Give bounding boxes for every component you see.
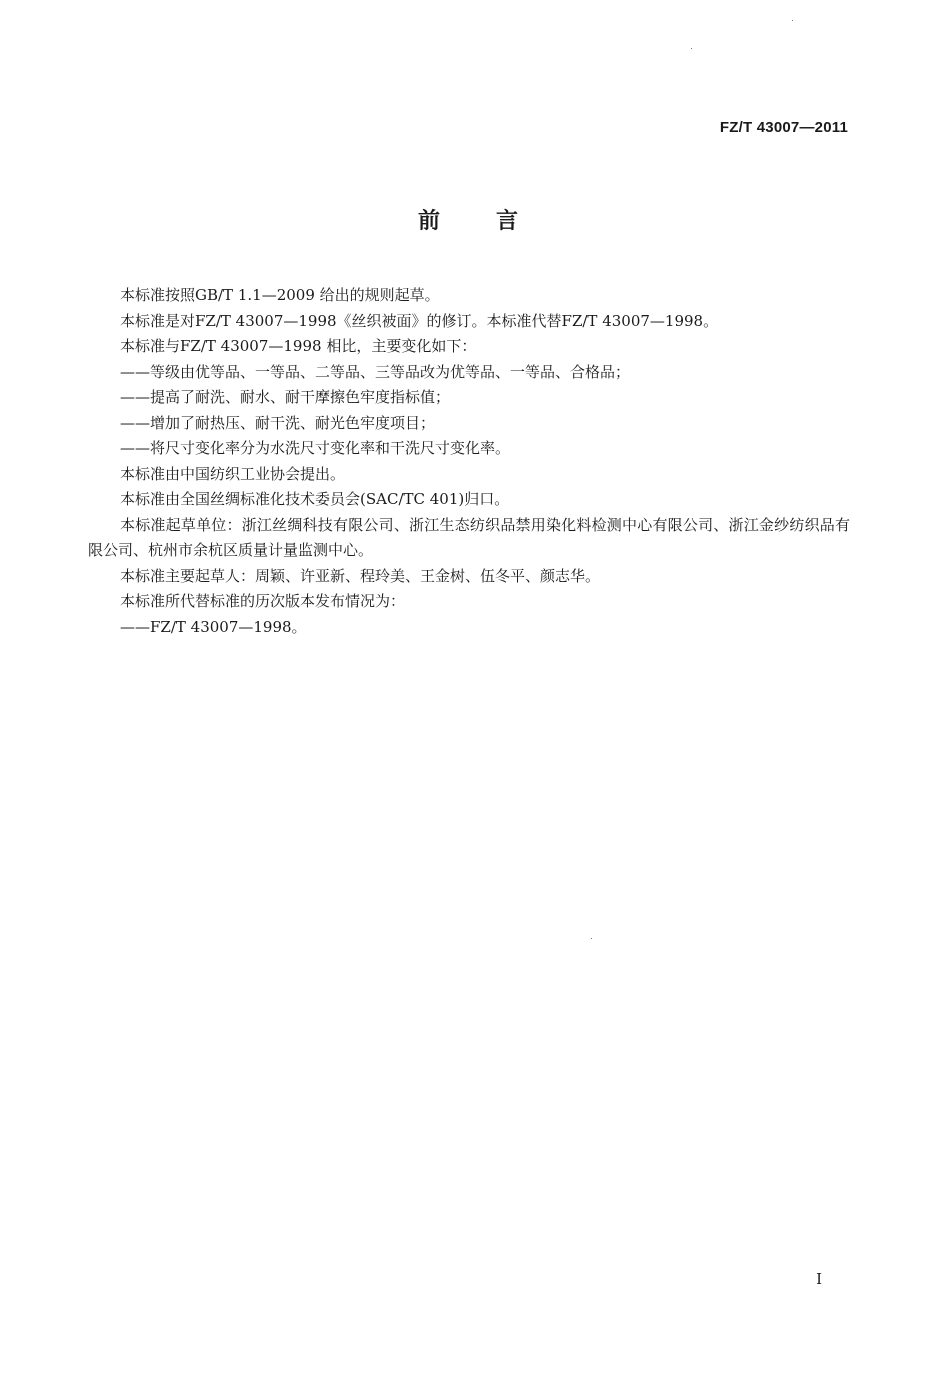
- paragraph-history-intro: 本标准所代替标准的历次版本发布情况为：: [120, 592, 406, 610]
- foreword-body: [88, 283, 850, 640]
- change-item: ——将尺寸变化率分为水洗尺寸变化率和干洗尺寸变化率。: [120, 439, 511, 457]
- change-item: ——提高了耐洗、耐水、耐干摩擦色牢度指标值；: [120, 388, 451, 406]
- page-title: 前言: [417, 209, 574, 234]
- paragraph-drafting-rules: 本标准按照GB/T 1.1—2009 给出的规则起草。: [120, 286, 440, 304]
- paragraph-revision: 本标准是对FZ/T 43007—1998《丝织被面》的修订。本标准代替FZ/T 43007—1998。: [120, 311, 719, 330]
- change-item: ——增加了耐热压、耐干洗、耐光色牢度项目；: [120, 413, 436, 432]
- speck: [591, 938, 592, 939]
- paragraph-centralized-by: 本标准由全国丝绸标准化技术委员会(SAC/TC 401)归口。: [120, 490, 510, 508]
- paragraph-proposed-by: 本标准由中国纺织工业协会提出。: [120, 464, 346, 483]
- speck: [792, 20, 793, 21]
- change-item: ——等级由优等品、一等品、二等品、三等品改为优等品、一等品、合格品；: [120, 362, 631, 381]
- paragraph-main-drafters: 本标准主要起草人：周颖、许亚新、程玲美、王金树、伍冬平、颜志华。: [120, 566, 601, 585]
- paragraph-drafting-units: 本标准起草单位：浙江丝绸科技有限公司、浙江生态纺织品禁用染化料检测中心有限公司、浙江金纱纺织品有限公司、杭州市余杭区质量计量监测中心。: [88, 515, 850, 559]
- speck: [691, 48, 692, 49]
- page-number: I: [816, 1270, 822, 1288]
- history-item: ——FZ/T 43007—1998。: [120, 617, 307, 636]
- paragraph-changes-intro: 本标准与FZ/T 43007—1998 相比，主要变化如下：: [120, 337, 477, 355]
- standard-code: FZ/T 43007—2011: [719, 119, 848, 136]
